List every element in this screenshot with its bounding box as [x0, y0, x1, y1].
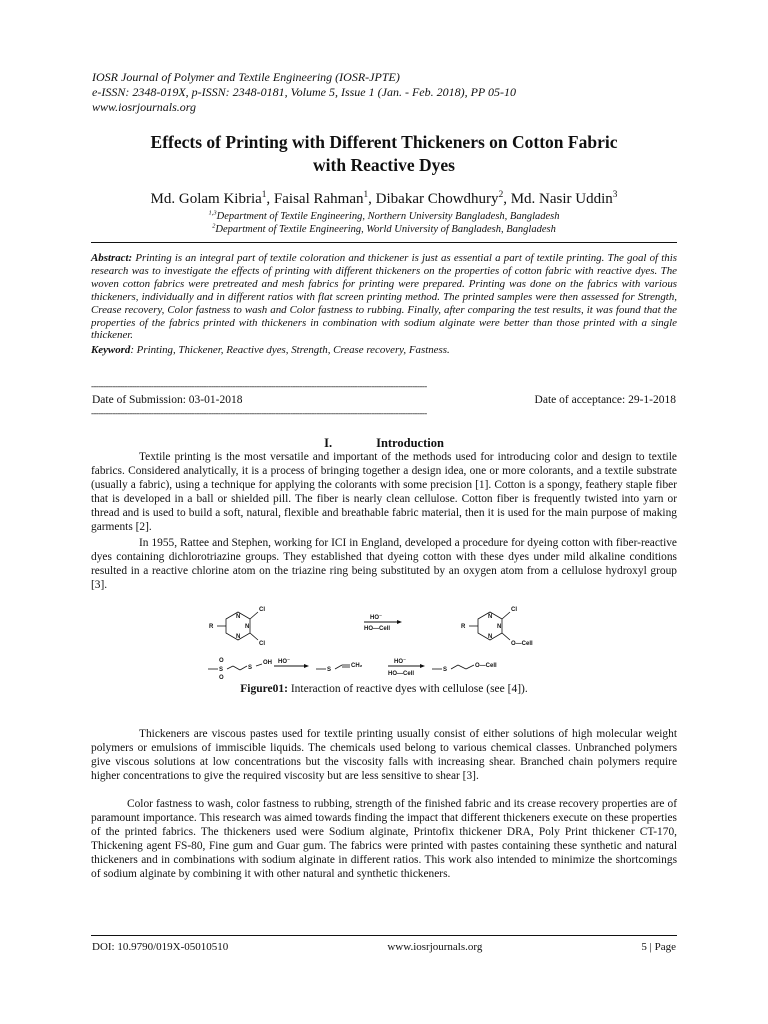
journal-issn: e-ISSN: 2348-019X, p-ISSN: 2348-0181, Volume 5, Issue 1 (Jan. - Feb. 2018), PP 05-10: [92, 85, 517, 99]
chlorine-label: Cl: [259, 607, 265, 613]
sulfur-label: S: [248, 665, 253, 671]
cell-ether-label: O—Cell: [475, 663, 497, 669]
intro-paragraph-2: In 1955, Rattee and Stephen, working for ICI in England, developed a procedure for dyeing cotton with fiber-reactive dyes containing dichlorotriazine groups. They established that dyeing cotton with these dyes under mild alkaline conditions resulted in a reactive chlorine atom on the triazine ring being substituted by an oxygen atom from a cellulose hydroxyl group [3].: [91, 537, 677, 592]
oxygen-label: O: [219, 675, 224, 680]
journal-header: [92, 70, 516, 115]
abstract-text: Printing is an integral part of textile coloration and thickener is just as essential a part of textile printing. The goal of this research was to investigate the effects of printing with different thickeners on the properties of cotton fabric with reactive dyes. The woven cotton fabrics were pretreated and mesh fabrics for printing were prepared. Printing was done on the fabrics with various thickeners, individually and in different ratios with flat screen printing method. The printed samples were then assessed for Strength, Crease recovery, Color fastness to wash and Color fastness to rubbing. Finally, after comparing the test results, it was found that the properties of the fabrics printed with thickeners in combination with sodium alginate were better than those printed with a single thickener.: [91, 252, 677, 342]
cellulose-hydroxyl-label: HO—Cell: [364, 626, 391, 632]
nitrogen-label: N: [236, 614, 241, 620]
affiliation-item: [60, 223, 708, 236]
page-footer: [92, 941, 676, 953]
chlorine-label: Cl: [511, 607, 517, 613]
author-name: Dibakar Chowdhury: [375, 191, 499, 207]
abstract-label: Abstract:: [91, 252, 133, 264]
nitrogen-label: N: [488, 634, 493, 640]
sulfatoethyl-sulfone: [208, 664, 262, 670]
author-separator: ,: [266, 191, 274, 207]
author-affiliation-mark: 3: [612, 190, 618, 200]
reaction-arrowhead: [420, 664, 425, 668]
reaction-arrowhead: [397, 620, 402, 624]
nitrogen-label: N: [245, 624, 250, 630]
affiliation-text: Department of Textile Engineering, World University of Bangladesh, Bangladesh: [215, 224, 556, 235]
methylene-label: CH₂: [351, 663, 363, 669]
abstract-paragraph: [91, 252, 677, 342]
reaction-arrowhead: [304, 664, 309, 668]
nitrogen-label: N: [236, 634, 241, 640]
sulfur-label: S: [219, 667, 224, 673]
author-separator: ,: [503, 191, 511, 207]
affiliations: [60, 210, 708, 236]
r-group-label: R: [209, 624, 214, 630]
affiliation-item: [60, 210, 708, 223]
footer-page-number: 5 | Page: [641, 941, 676, 953]
oxygen-label: O: [219, 658, 224, 664]
author-name: Md. Nasir Uddin: [510, 191, 613, 207]
journal-website: www.iosrjournals.org: [92, 100, 197, 114]
nitrogen-label: N: [488, 614, 493, 620]
cell-ether-label: O—Cell: [511, 641, 533, 647]
hydroxide-label: HO⁻: [370, 615, 383, 621]
footer-doi: DOI: 10.9790/019X-05010510: [92, 941, 229, 953]
keywords: [91, 344, 677, 357]
dashed-separator: --------------------------------------------------------------------------------------------------------------------------------------------: [91, 408, 427, 418]
hydroxide-label: HO⁻: [394, 659, 407, 665]
dates-row: [92, 394, 676, 406]
author-name: Md. Golam Kibria: [150, 191, 262, 207]
footer-website: www.iosrjournals.org: [387, 941, 483, 953]
body-paragraph-3: Thickeners are viscous pastes used for textile printing usually consist of either solutions of high molecular weight polymers or emulsions of immiscible liquids. The chemicals used belong to various chemical classes. Unbranched polymers give viscous solutions at low concentrations but the viscosity falls with increasing shear. Branched chain polymers require higher concentrations to give the required viscosity but are less sensitive to shear [3].: [91, 728, 677, 783]
author-affiliation-mark: 1: [261, 190, 267, 200]
affiliation-text: Department of Textile Engineering, Northern University Bangladesh, Bangladesh: [216, 211, 560, 222]
author-name: Faisal Rahman: [273, 191, 364, 207]
title-line-1: Effects of Printing with Different Thickeners on Cotton Fabric: [150, 132, 618, 152]
section-heading: [91, 436, 677, 451]
section-title: Introduction: [376, 436, 444, 450]
cellulose-hydroxyl-label: HO—Cell: [388, 671, 415, 677]
chlorine-label: Cl: [259, 641, 265, 647]
hydroxide-label: HO⁻: [278, 659, 291, 665]
figure-caption-text: Interaction of reactive dyes with cellulose (see [4]).: [287, 683, 528, 695]
author-list: [60, 191, 708, 208]
r-group-label: R: [461, 624, 466, 630]
affiliation-mark: 2: [212, 222, 216, 230]
author-affiliation-mark: 2: [498, 190, 504, 200]
sulfur-label: S: [327, 667, 332, 673]
acceptance-date: Date of acceptance: 29-1-2018: [534, 394, 676, 406]
figure-label: Figure01:: [240, 683, 288, 695]
nitrogen-label: N: [497, 624, 502, 630]
journal-name: IOSR Journal of Polymer and Textile Engineering (IOSR-JPTE): [92, 70, 400, 84]
paper-title: [80, 131, 688, 177]
cellulose-ether-product: [432, 665, 474, 669]
sulfur-label: S: [443, 667, 448, 673]
dashed-separator: --------------------------------------------------------------------------------------------------------------------------------------------: [91, 381, 427, 391]
reaction-scheme-figure: [200, 598, 580, 680]
vinyl-sulfone: [316, 665, 350, 669]
keywords-label: Keyword: [91, 344, 131, 357]
abstract-section: [91, 242, 677, 357]
author-affiliation-mark: 1: [363, 190, 369, 200]
author-separator: ,: [368, 191, 376, 207]
footer-rule: [91, 935, 677, 936]
intro-paragraph-1: Textile printing is the most versatile and important of the methods used for introducing color and design to textile fabrics. Considered analytically, it is a process of bringing together a design idea, one or more colorants, and a textile substrate (usually a fabric), using a technique for applying the colorants with some precision [1]. Cotton is a spongy, feathery staple fiber that is developed in a ball or shielded pill. The fiber is nearly clean cellulose. Cotton fiber is frequently twisted into yarn or thread and is used to build a soft, natural, flexible and breathable fabric material, then it is used for the main purpose of making garments [2].: [91, 451, 677, 534]
title-line-2: with Reactive Dyes: [313, 155, 455, 175]
submission-date: Date of Submission: 03-01-2018: [92, 394, 243, 406]
body-paragraph-4: Color fastness to wash, color fastness to rubbing, strength of the finished fabric and its crease recovery properties are of paramount importance. This research was aimed towards finding the impact that different thickeners execute on these properties of the printed fabrics. The thickeners used were Sodium alginate, Printofix thickener DRA, Poly Print thickener CT-170, Thickening agent FS-80, Fine gum and Guar gum. The fabrics were printed with pastes containing these synthetic and natural thickeners and in combinations with sodium alginate in different ratios. This work also intended to minimize the shortcomings of sodium alginate by combining it with other natural and synthetic thickeners.: [91, 798, 677, 881]
affiliation-mark: 1,3: [208, 209, 217, 217]
section-number: I.: [324, 436, 333, 450]
keywords-text: : Printing, Thickener, Reactive dyes, Strength, Crease recovery, Fastness.: [130, 344, 450, 357]
figure-caption: [91, 683, 677, 695]
hydroxyl-label: OH: [263, 660, 272, 666]
